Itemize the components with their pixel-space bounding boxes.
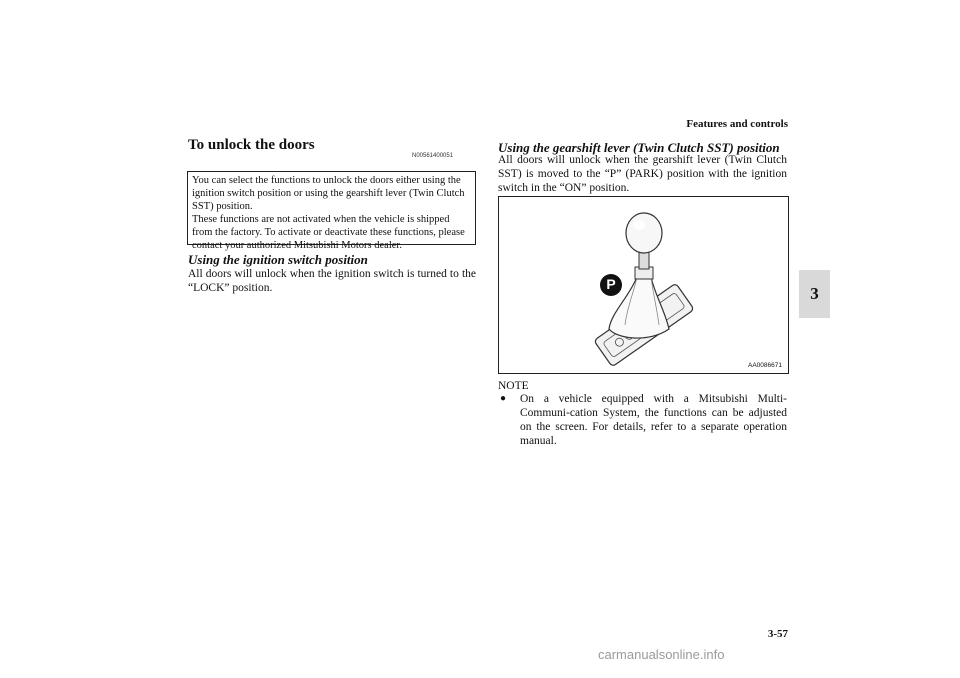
info-box-line-1: You can select the functions to unlock the doors either using the ignition switch position or using the gearshift lever (Twin Clutch SST) position. (192, 175, 465, 212)
park-p-label: P (606, 276, 616, 292)
info-box (187, 171, 476, 251)
gearshift-heading: Using the gearshift lever (Twin Clutch SST) position (498, 140, 780, 155)
header-title: Features and controls (686, 118, 788, 130)
info-box-line-2: These functions are not activated when the vehicle is shipped from the factory. To activate or deactivate these functions, please contact your authorized Mitsubishi Motors dealer. (192, 214, 465, 251)
chapter-tab: 3 (799, 270, 830, 318)
bullet-icon: ● (500, 393, 507, 404)
gearshift-lever-illustration (499, 197, 788, 373)
watermark: carmanualsonline.info (598, 647, 725, 662)
ignition-heading: Using the ignition switch position (188, 252, 368, 267)
note-text: On a vehicle equipped with a Mitsubishi Multi-Communi-cation System, the functions can be adjusted on the screen. For details, refer to a separate operation manual. (520, 393, 787, 447)
section-code: N00561400051 (412, 153, 454, 159)
gearshift-figure (498, 196, 789, 374)
section-title: To unlock the doors (188, 137, 315, 153)
ignition-text: All doors will unlock when the ignition switch is turned to the “LOCK” position. (188, 268, 476, 294)
note-item (498, 392, 787, 448)
page-number: 3-57 (767, 628, 788, 640)
figure-code: AA0086671 (748, 362, 782, 369)
note-label: NOTE (498, 380, 529, 392)
gearshift-text: All doors will unlock when the gearshift lever (Twin Clutch SST) is moved to the “P” (PARK) position with the ignition switch in the “ON” position. (498, 154, 787, 194)
